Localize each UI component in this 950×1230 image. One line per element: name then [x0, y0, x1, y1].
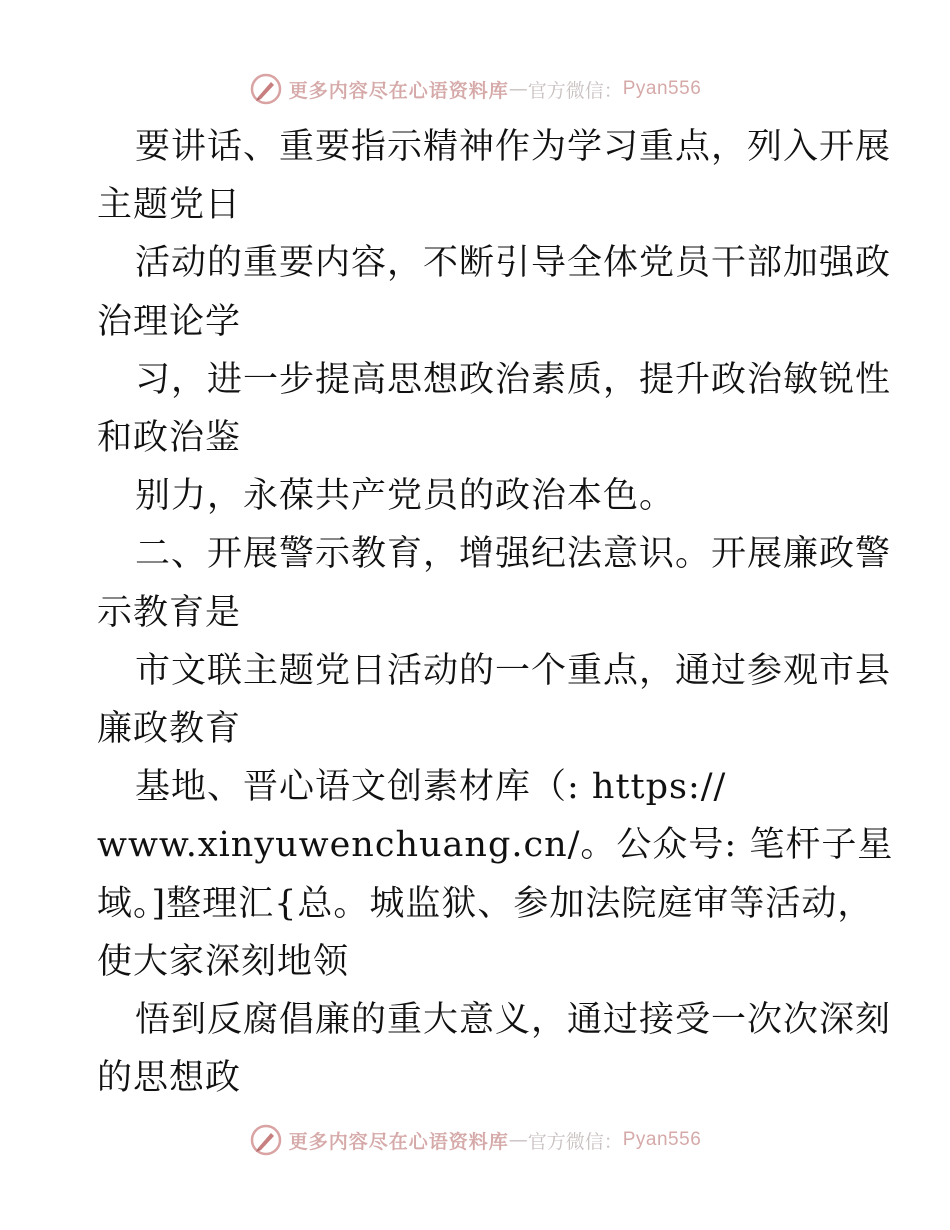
- text-line: 使大家深刻地领: [97, 942, 350, 982]
- text-line: 和政治鉴: [97, 418, 242, 458]
- header-watermark: [0, 69, 950, 109]
- text-line: 示教育是: [97, 593, 242, 633]
- watermark-brand: 更多内容尽在心语资料库: [288, 79, 509, 102]
- watermark-separator: —: [508, 78, 528, 100]
- watermark-wechat-id: Pyan556: [622, 1129, 702, 1150]
- footer-watermark: [0, 1120, 950, 1160]
- text-line: 的思想政: [97, 1058, 242, 1098]
- text-line: 治理论学: [97, 302, 242, 342]
- watermark-label: 官方微信：: [527, 79, 623, 102]
- watermark-wechat-id: Pyan556: [622, 78, 702, 99]
- text-line: www.xinyuwenchuang.cn/。公众号: 笔杆子星: [97, 825, 894, 865]
- text-line: 别力，永葆共产党员的政治本色。: [135, 476, 676, 516]
- text-line: 基地、晋心语文创素材库（: https://: [135, 767, 727, 807]
- text-line: 市文联主题党日活动的一个重点，通过参观市县: [135, 651, 892, 691]
- text-line: 要讲话、重要指示精神作为学习重点，列入开展: [135, 127, 892, 167]
- text-line: 悟到反腐倡廉的重大意义，通过接受一次次深刻: [135, 1000, 892, 1040]
- watermark-brand: 更多内容尽在心语资料库: [288, 1130, 509, 1153]
- text-line: 活动的重要内容，不断引导全体党员干部加强政: [135, 243, 892, 283]
- pen-logo-icon: [249, 72, 283, 106]
- text-line: 二、开展警示教育，增强纪法意识。开展廉政警: [135, 534, 892, 574]
- text-line: 主题党日: [97, 185, 242, 225]
- text-line: 习，进一步提高思想政治素质，提升政治敏锐性: [135, 360, 892, 400]
- watermark-separator: —: [508, 1129, 528, 1151]
- pen-logo-icon: [249, 1123, 283, 1157]
- watermark-label: 官方微信：: [527, 1130, 623, 1153]
- text-line: 廉政教育: [97, 709, 242, 749]
- text-line: 域。]整理汇{总。城监狱、参加法院庭审等活动，: [97, 884, 874, 924]
